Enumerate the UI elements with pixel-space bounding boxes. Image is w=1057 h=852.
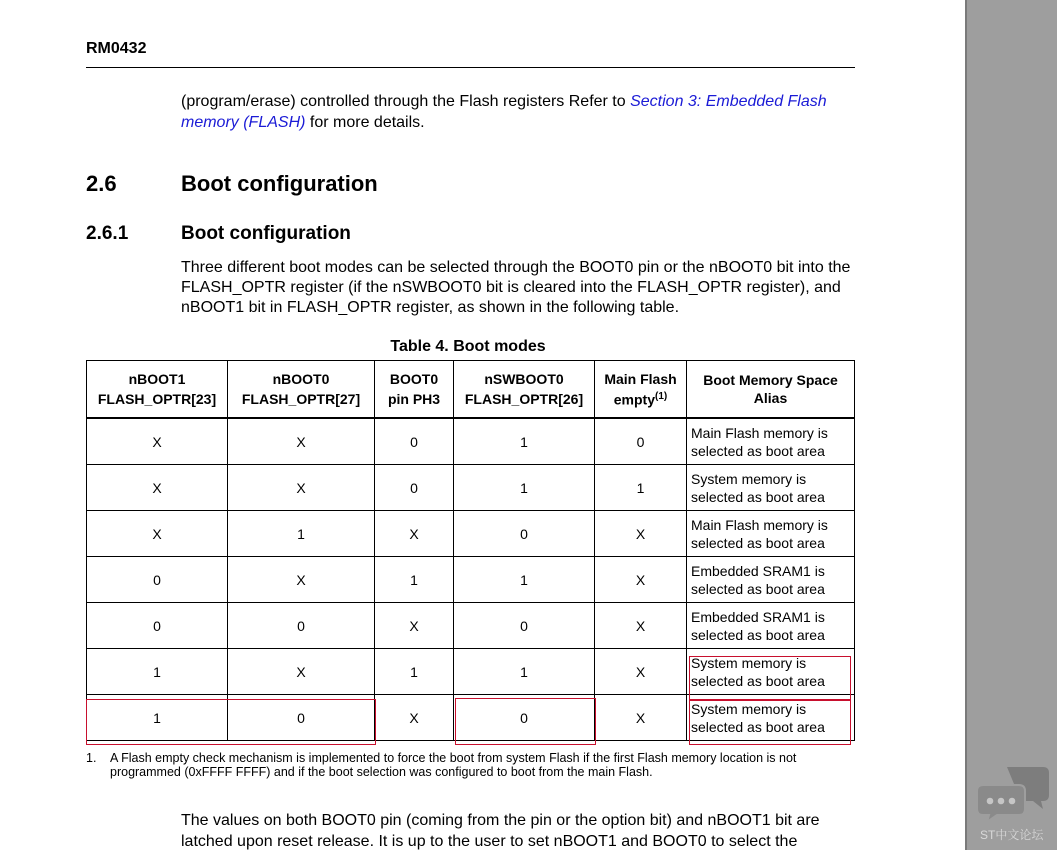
boot-modes-paragraph: Three different boot modes can be selected through the BOOT0 pin or the nBOOT0 bit into the FLASH_OPTR register (if the nSWBOOT0 bit is cleared into the FLASH_OPTR register), and nBOOT1 bit in FLASH_OPTR register, as shown in the following table.	[181, 259, 851, 316]
subsection-title: Boot configuration	[181, 223, 351, 244]
cell-flash-empty: X	[595, 695, 687, 741]
footnote-number: 1.	[86, 751, 97, 765]
cell-flash-empty: X	[595, 511, 687, 557]
subsection-number: 2.6.1	[86, 223, 129, 244]
cell-boot-alias: Main Flash memory is selected as boot area	[687, 511, 855, 557]
cell-boot-alias: Embedded SRAM1 is selected as boot area	[687, 603, 855, 649]
table-row	[87, 511, 855, 557]
intro-paragraph	[181, 92, 861, 133]
document-id: RM0432	[86, 40, 147, 57]
highlight-box-alias-row7	[689, 700, 851, 745]
table-header-row	[87, 361, 855, 419]
header-nswboot0: nSWBOOT0 FLASH_OPTR[26]	[454, 361, 595, 419]
cell-nboot1: 1	[87, 649, 228, 695]
cell-nboot0: 0	[228, 603, 375, 649]
footnote-text: A Flash empty check mechanism is implemented to force the boot from system Flash if the first Flash memory location is not programmed (0xFFFF FFFF) and if the boot selection was configured to boot from the main Flash.	[110, 751, 797, 779]
header-rule	[86, 67, 855, 68]
highlight-box-alias-row6	[689, 656, 851, 700]
header-boot-memory-alias: Boot Memory Space Alias	[687, 361, 855, 419]
cell-flash-empty: X	[595, 603, 687, 649]
header-main-flash-empty: Main Flash empty$^{(1)}$	[595, 361, 687, 419]
cell-nboot1: 1	[87, 695, 228, 741]
cell-nboot1: 0	[87, 603, 228, 649]
cell-nswboot0: 0	[454, 695, 595, 741]
cell-boot-alias: System memory is selected as boot area	[687, 465, 855, 511]
cell-flash-empty: 1	[595, 465, 687, 511]
cell-nswboot0: 0	[454, 603, 595, 649]
cell-nboot0: X	[228, 465, 375, 511]
cell-nboot1: X	[87, 418, 228, 465]
cell-nswboot0: 0	[454, 511, 595, 557]
cell-flash-empty: X	[595, 557, 687, 603]
cell-nboot1: 0	[87, 557, 228, 603]
section-link[interactable]: Section 3: Embedded Flash memory (FLASH)	[181, 93, 827, 131]
cell-boot0: X	[375, 695, 454, 741]
cell-nswboot0: 1	[454, 418, 595, 465]
cell-nboot0: 1	[228, 511, 375, 557]
table-row	[87, 418, 855, 465]
cell-nboot0: X	[228, 418, 375, 465]
cell-boot-alias: System memory is selected as boot area	[687, 695, 855, 741]
cell-flash-empty: 0	[595, 418, 687, 465]
cell-boot0: 1	[375, 557, 454, 603]
cell-nboot1: X	[87, 511, 228, 557]
cell-boot0: X	[375, 603, 454, 649]
cell-nswboot0: 1	[454, 557, 595, 603]
cell-boot0: 1	[375, 649, 454, 695]
cell-boot-alias: System memory is selected as boot area	[687, 649, 855, 695]
section-number: 2.6	[86, 171, 117, 196]
cell-nboot0: X	[228, 557, 375, 603]
cell-boot0: 0	[375, 465, 454, 511]
cell-nboot0: X	[228, 649, 375, 695]
cell-boot0: X	[375, 511, 454, 557]
chat-bubbles-icon[interactable]	[977, 765, 1051, 823]
cell-nboot0: 0	[228, 695, 375, 741]
cell-nswboot0: 1	[454, 649, 595, 695]
intro-text-end: for more details.	[305, 113, 425, 131]
table-row	[87, 465, 855, 511]
cell-boot-alias: Embedded SRAM1 is selected as boot area	[687, 557, 855, 603]
cell-flash-empty: X	[595, 649, 687, 695]
header-nboot1: nBOOT1 FLASH_OPTR[23]	[87, 361, 228, 419]
header-nboot0: nBOOT0 FLASH_OPTR[27]	[228, 361, 375, 419]
cell-boot0: 0	[375, 418, 454, 465]
viewer-sidebar	[965, 0, 1057, 850]
section-title: Boot configuration	[181, 171, 378, 196]
latch-paragraph: The values on both BOOT0 pin (coming from the pin or the option bit) and nBOOT1 bit are latched upon reset release. It is up to the user to set nBOOT1 and BOOT0 to select the	[181, 812, 820, 850]
cell-nboot1: X	[87, 465, 228, 511]
forum-watermark: ST中文论坛	[980, 828, 1044, 842]
highlight-box-nswboot0-cell	[455, 698, 596, 745]
header-boot0-pin: BOOT0 pin PH3	[375, 361, 454, 419]
cell-nswboot0: 1	[454, 465, 595, 511]
table-row	[87, 603, 855, 649]
table-row	[87, 557, 855, 603]
table-caption: Table 4. Boot modes	[390, 338, 546, 355]
highlight-box-nboot-cells	[86, 699, 376, 745]
cell-boot-alias: Main Flash memory is selected as boot area	[687, 418, 855, 465]
intro-text-start: (program/erase) controlled through the Flash registers Refer to	[181, 93, 631, 110]
